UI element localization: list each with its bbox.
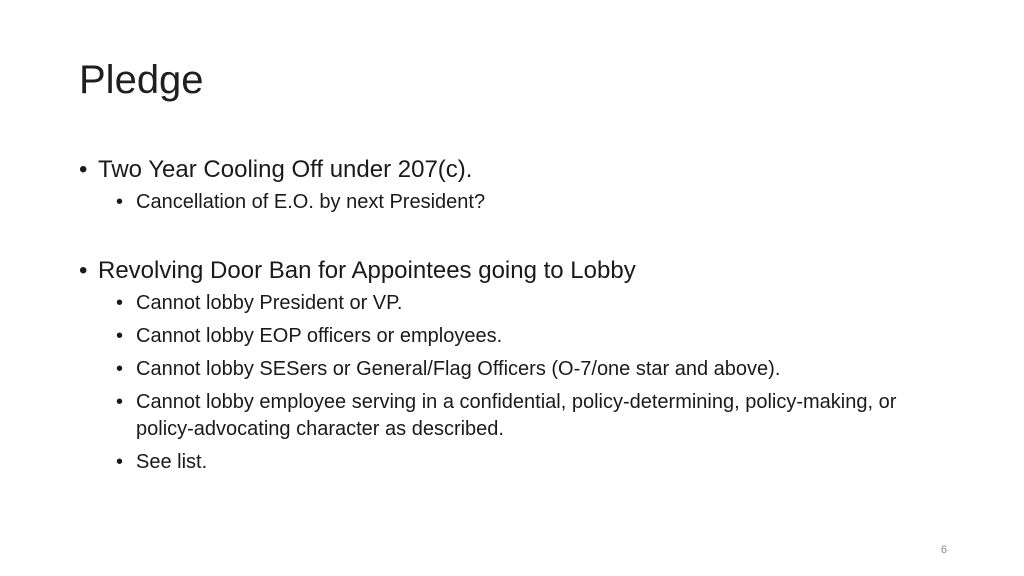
sub-bullet-item	[98, 189, 949, 216]
sub-bullet-text: Cannot lobby SESers or General/Flag Officers (O-7/one star and above).	[136, 358, 781, 380]
bullet-icon: •	[116, 191, 124, 213]
sub-bullet-item	[98, 356, 949, 383]
page-number: 6	[940, 544, 947, 556]
bullet-icon: •	[79, 257, 88, 284]
bullet-icon: •	[116, 292, 124, 314]
bullet-icon: •	[79, 156, 88, 183]
bullet-text: Two Year Cooling Off under 207(c).	[98, 156, 473, 183]
sub-bullet-text: Cancellation of E.O. by next President?	[136, 191, 486, 213]
bullet-icon: •	[116, 358, 124, 380]
bullet-icon: •	[116, 391, 124, 413]
bullet-item-revolving-door	[79, 256, 949, 476]
sub-bullet-item	[98, 389, 949, 443]
sub-bullet-text: Cannot lobby employee serving in a confidential, policy-determining, policy-making, or policy-advocating character as described.	[136, 391, 897, 440]
slide-title: Pledge	[79, 58, 204, 102]
sub-bullet-item	[98, 323, 949, 350]
bullet-icon: •	[116, 325, 124, 347]
sub-bullet-text: See list.	[136, 451, 208, 473]
bullet-item-cooling-off	[79, 155, 949, 216]
bullet-icon: •	[116, 451, 124, 473]
sub-bullet-item	[98, 290, 949, 317]
sub-bullet-text: Cannot lobby President or VP.	[136, 292, 403, 314]
bullet-text: Revolving Door Ban for Appointees going to Lobby	[98, 257, 636, 284]
sub-bullet-list	[98, 189, 949, 216]
bullet-list	[79, 155, 949, 476]
sub-bullet-list	[98, 290, 949, 476]
sub-bullet-text: Cannot lobby EOP officers or employees.	[136, 325, 503, 347]
sub-bullet-item	[98, 449, 949, 476]
